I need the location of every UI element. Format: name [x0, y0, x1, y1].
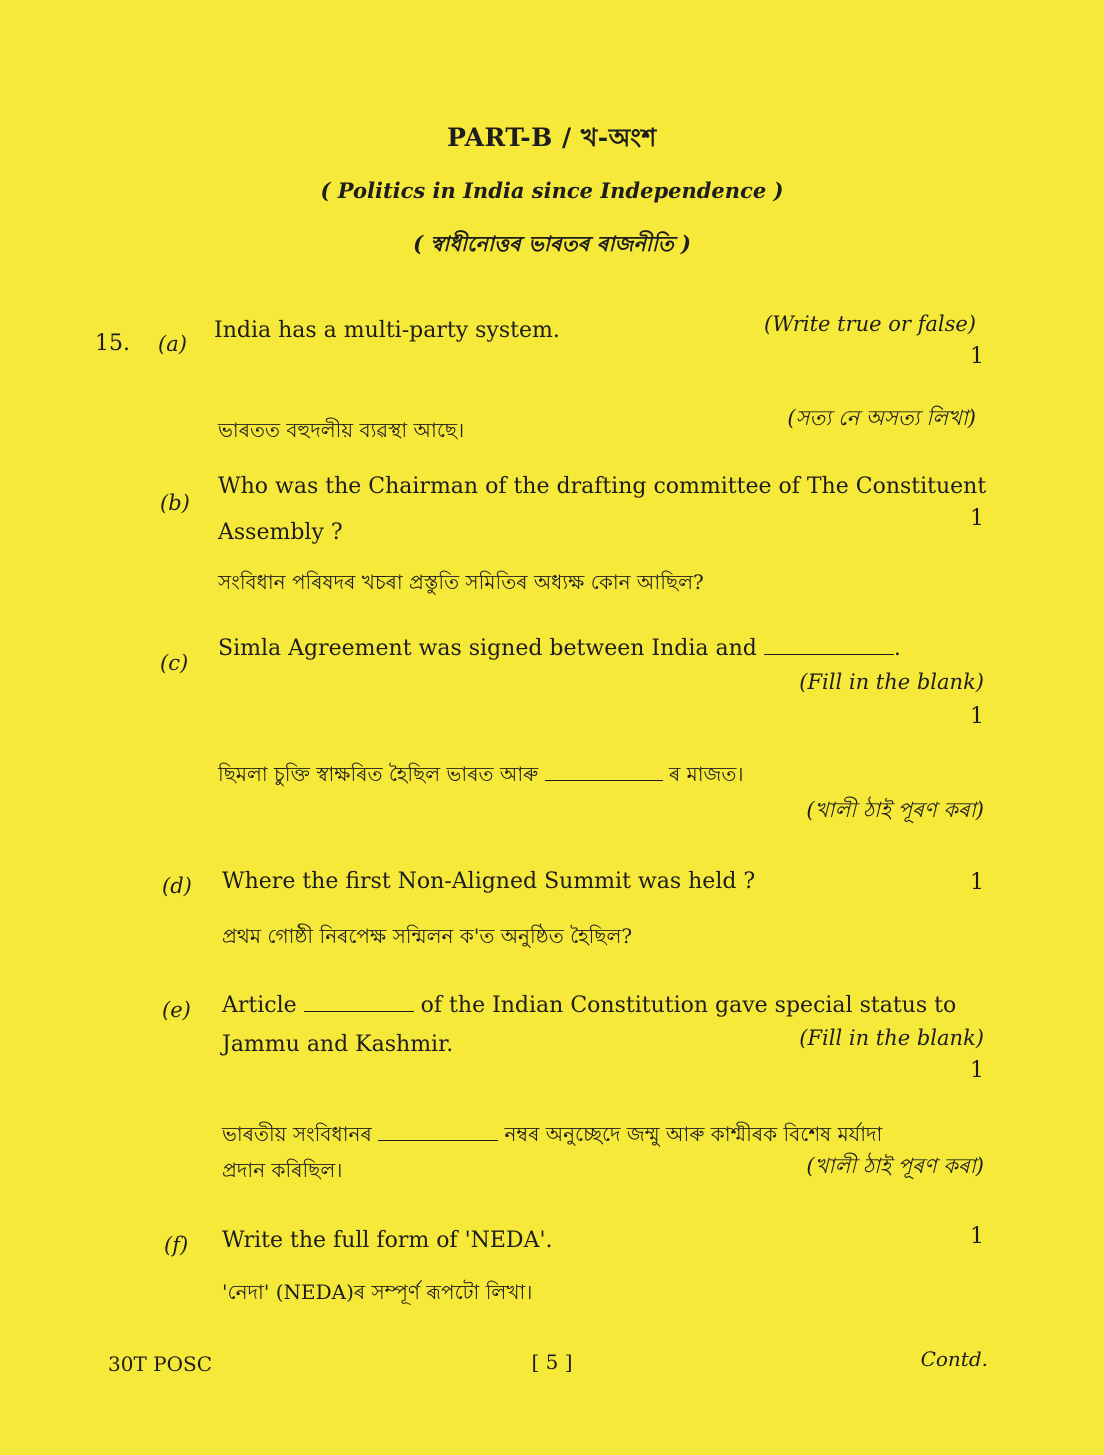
q15d-text-en: Where the first Non-Aligned Summit was held ?	[222, 869, 756, 894]
q15e-instruction-as: (খালী ঠাই পূৰণ কৰা)	[806, 1154, 984, 1178]
q15b-marks: 1	[970, 506, 984, 531]
q15c-instruction-en: (Fill in the blank)	[799, 670, 984, 694]
q15d-marks: 1	[970, 870, 984, 895]
q15d-label: (d)	[162, 874, 192, 898]
q15c-blank-as	[545, 762, 663, 781]
q15e-text-as-row	[222, 1120, 882, 1153]
continued-label: Contd.	[920, 1347, 988, 1371]
q15c-marks: 1	[970, 704, 984, 729]
q15e-label: (e)	[162, 998, 191, 1022]
q15b-label: (b)	[160, 491, 190, 515]
q15e-text-as-start: ভাৰতীয় সংবিধানৰ	[222, 1122, 372, 1146]
q15e-blank-as	[378, 1122, 498, 1141]
q15e-marks: 1	[970, 1058, 984, 1083]
part-title: PART-B / খ-অংশ	[447, 123, 657, 152]
q15a-marks: 1	[970, 344, 984, 369]
q15c-blank-en	[764, 636, 894, 655]
q15e-text-as-end: নম্বৰ অনুচ্ছেদে জম্মু আৰু কাশ্মীৰক বিশেষ মৰ্যাদা	[504, 1122, 883, 1146]
q15a-text-en: India has a multi-party system.	[214, 318, 560, 343]
q15c-label: (c)	[160, 651, 189, 675]
q15a-instruction-as: (সত্য নে অসত্য লিখা)	[787, 406, 976, 430]
q15c-text-as-row	[218, 760, 744, 793]
q15e-text-en-line2: Jammu and Kashmir.	[222, 1032, 454, 1057]
q15c-text-as-end: ৰ মাজত।	[668, 762, 744, 786]
q15f-label: (f)	[164, 1233, 189, 1257]
q15a-label: (a)	[158, 332, 187, 356]
q15a-text-as: ভাৰতত বহুদলীয় ব্যৱস্থা আছে।	[218, 418, 465, 442]
q15e-text-as-line2: প্ৰদান কৰিছিল।	[222, 1158, 343, 1182]
page-number: [ 5 ]	[531, 1350, 573, 1374]
q15b-text-as: সংবিধান পৰিষদৰ খচৰা প্ৰস্তুতি সমিতিৰ অধ্যক্ষ কোন আছিল?	[218, 570, 704, 594]
section-subtitle-as: ( স্বাধীনোত্তৰ ভাৰতৰ ৰাজনীতি )	[413, 231, 691, 256]
question-number: 15.	[95, 331, 130, 356]
q15b-text-en-line2: Assembly ?	[218, 520, 343, 545]
q15f-text-en: Write the full form of 'NEDA'.	[222, 1228, 553, 1253]
q15f-marks: 1	[970, 1224, 984, 1249]
q15c-text-en-end: .	[893, 636, 901, 661]
q15c-text-as-start: ছিমলা চুক্তি স্বাক্ষৰিত হৈছিল ভাৰত আৰু	[218, 762, 539, 786]
q15a-instruction-en: (Write true or false)	[764, 312, 976, 336]
paper-code: 30T POSC	[108, 1352, 213, 1376]
q15e-text-en-end: of the Indian Constitution gave special status to	[420, 993, 957, 1018]
q15e-instruction-en: (Fill in the blank)	[799, 1026, 984, 1050]
q15b-text-en-line1: Who was the Chairman of the drafting committee of The Constituent	[218, 474, 987, 499]
q15f-text-as: 'নেদা' (NEDA)ৰ সম্পূৰ্ণ ৰূপটো লিখা।	[222, 1280, 533, 1304]
q15c-instruction-as: (খালী ঠাই পূৰণ কৰা)	[806, 798, 984, 822]
q15c-text-en: Simla Agreement was signed between India and	[218, 636, 757, 661]
q15c-text-en-row	[218, 636, 901, 661]
q15e-text-en-start: Article	[222, 993, 297, 1018]
section-subtitle-en: ( Politics in India since Independence )	[320, 178, 784, 203]
q15d-text-as: প্ৰথম গোষ্ঠী নিৰপেক্ষ সন্মিলন ক'ত অনুষ্ঠিত হৈছিল?	[222, 924, 633, 948]
q15e-blank-en	[304, 993, 414, 1012]
q15e-text-en-row	[222, 993, 956, 1018]
